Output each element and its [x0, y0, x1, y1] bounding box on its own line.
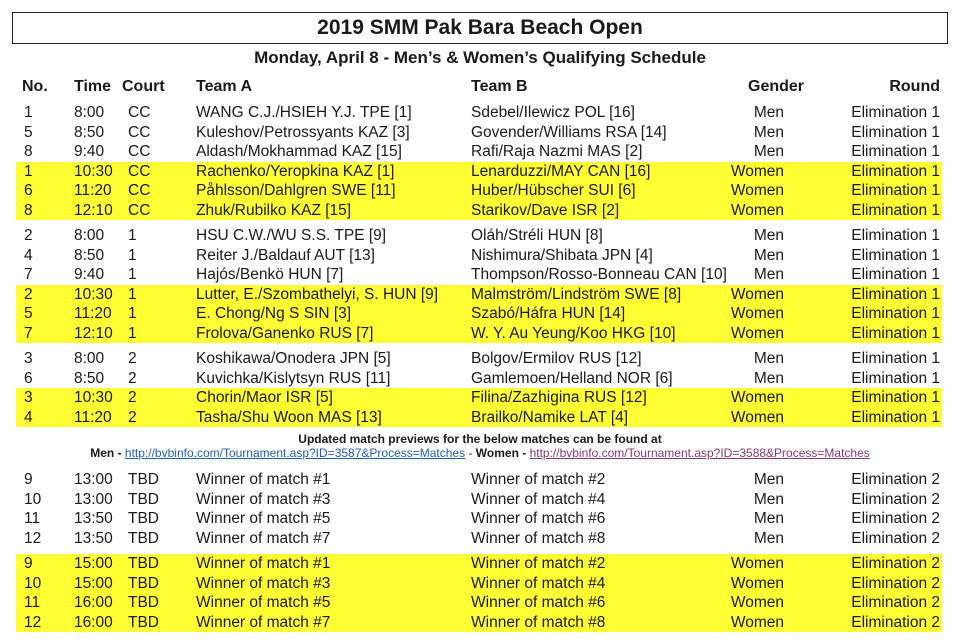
cell-time: 11:20 — [74, 305, 112, 322]
cell-teamb: Malmström/Lindström SWE [8] — [471, 285, 682, 303]
cell-court: TBD — [128, 490, 159, 508]
cell-round: Elimination 1 — [851, 305, 940, 322]
cell-court: CC — [128, 123, 151, 141]
cell-round: Elimination 1 — [851, 162, 940, 180]
table-row — [16, 470, 942, 490]
cell-no: 2 — [24, 227, 33, 244]
cell-round: Elimination 1 — [851, 201, 940, 219]
cell-time: 16:00 — [74, 613, 113, 631]
cell-time: 12:10 — [74, 324, 113, 342]
cell-round: Elimination 1 — [851, 266, 940, 283]
cell-teamb: Winner of match #4 — [471, 490, 606, 508]
table-row — [16, 142, 942, 162]
cell-time: 11:20 — [74, 408, 112, 426]
cell-time: 15:00 — [74, 555, 113, 572]
cell-gender: Men — [753, 490, 784, 508]
cell-no: 3 — [24, 389, 33, 406]
cell-teamb: Winner of match #8 — [471, 529, 606, 547]
cell-round: Elimination 2 — [851, 555, 940, 572]
cell-round: Elimination 1 — [851, 369, 940, 387]
cell-time: 12:10 — [74, 201, 113, 219]
cell-round: Elimination 1 — [851, 408, 940, 426]
cell-round: Elimination 2 — [851, 574, 940, 592]
cell-teama: Winner of match #1 — [196, 471, 331, 488]
cell-round: Elimination 1 — [851, 350, 940, 367]
cell-gender: Men — [753, 246, 784, 264]
cell-court: 1 — [128, 305, 137, 322]
cell-teamb: Rafi/Raja Nazmi MAS [2] — [471, 143, 643, 160]
cell-teama: Koshikawa/Onodera JPN [5] — [196, 350, 391, 367]
cell-court: CC — [128, 182, 151, 199]
table-row — [16, 265, 942, 285]
cell-teama: Winner of match #7 — [196, 529, 331, 547]
table-row — [16, 509, 942, 529]
cell-court: TBD — [128, 574, 159, 592]
cell-gender: Men — [753, 104, 784, 121]
cell-no: 6 — [24, 369, 33, 387]
cell-teamb: Brailko/Namike LAT [4] — [471, 408, 629, 426]
cell-teama: Winner of match #3 — [196, 574, 331, 592]
header-team-a: Team A — [196, 78, 253, 95]
cell-time: 13:50 — [74, 529, 113, 547]
cell-no: 9 — [24, 471, 33, 488]
cell-gender: Men — [753, 123, 784, 141]
cell-round: Elimination 2 — [851, 490, 940, 508]
cell-teama: Påhlsson/Dahlgren SWE [11] — [196, 182, 396, 199]
cell-teama: Rachenko/Yeropkina KAZ [1] — [196, 162, 395, 180]
cell-teama: E. Chong/Ng S SIN [3] — [196, 305, 352, 322]
table-row — [16, 593, 942, 613]
cell-gender: Women — [730, 285, 784, 303]
header-gender: Gender — [748, 78, 805, 95]
cell-no: 3 — [24, 350, 33, 367]
previews-note: Updated match previews for the below matches can be found at — [298, 432, 662, 446]
header-time: Time — [74, 78, 112, 95]
cell-time: 16:00 — [74, 594, 113, 611]
cell-time: 8:50 — [74, 369, 105, 387]
cell-no: 11 — [24, 594, 41, 611]
table-row — [16, 349, 942, 369]
cell-gender: Women — [730, 324, 784, 342]
cell-teama: Winner of match #5 — [196, 510, 331, 527]
cell-gender: Men — [753, 266, 784, 283]
table-row — [16, 304, 942, 324]
cell-gender: Women — [730, 594, 784, 611]
cell-court: CC — [128, 201, 151, 219]
cell-no: 1 — [24, 104, 33, 121]
table-row — [16, 201, 942, 221]
cell-round: Elimination 2 — [851, 613, 940, 631]
women-matches-link[interactable]: http://bvbinfo.com/Tournament.asp?ID=3588&Process=Matches — [529, 446, 870, 460]
cell-teamb: Szabó/Háfra HUN [14] — [471, 305, 626, 322]
cell-teamb: Thompson/Rosso-Bonneau CAN [10] — [471, 266, 727, 283]
cell-time: 11:20 — [74, 182, 112, 199]
cell-time: 8:00 — [74, 350, 105, 367]
cell-teama: Lutter, E./Szombathelyi, S. HUN [9] — [196, 285, 439, 303]
cell-no: 8 — [24, 201, 33, 219]
cell-teamb: Govender/Williams RSA [14] — [471, 123, 667, 141]
cell-court: 2 — [128, 350, 137, 367]
cell-teama: Frolova/Ganenko RUS [7] — [196, 324, 374, 342]
table-row — [16, 246, 942, 266]
cell-time: 8:00 — [74, 227, 105, 244]
cell-court: 2 — [128, 389, 137, 406]
cell-court: CC — [128, 143, 151, 160]
cell-no: 9 — [24, 555, 33, 572]
cell-court: TBD — [128, 555, 159, 572]
cell-no: 5 — [24, 123, 33, 141]
table-row — [16, 574, 942, 594]
cell-round: Elimination 1 — [851, 324, 940, 342]
table-row — [16, 181, 942, 201]
cell-teama: Winner of match #5 — [196, 594, 331, 611]
cell-gender: Men — [753, 227, 784, 244]
cell-gender: Men — [753, 529, 784, 547]
cell-no: 12 — [24, 613, 42, 631]
header-court: Court — [122, 78, 165, 95]
cell-court: CC — [128, 162, 151, 180]
cell-court: 1 — [128, 285, 137, 303]
cell-no: 7 — [24, 324, 33, 342]
cell-teamb: Winner of match #6 — [471, 510, 606, 527]
cell-teama: Zhuk/Rubilko KAZ [15] — [196, 201, 352, 219]
cell-court: TBD — [128, 510, 159, 527]
cell-teamb: Winner of match #2 — [471, 555, 606, 572]
cell-gender: Men — [753, 471, 784, 488]
cell-teamb: Winner of match #2 — [471, 471, 606, 488]
cell-round: Elimination 1 — [851, 227, 940, 244]
cell-court: 1 — [128, 324, 137, 342]
cell-teamb: Winner of match #8 — [471, 613, 606, 631]
cell-court: 1 — [128, 227, 137, 244]
cell-no: 2 — [24, 285, 33, 303]
cell-time: 15:00 — [74, 574, 113, 592]
cell-teamb: Lenarduzzi/MAY CAN [16] — [471, 162, 651, 180]
table-row — [16, 369, 942, 389]
cell-time: 9:40 — [74, 143, 105, 160]
cell-time: 8:50 — [74, 246, 105, 264]
cell-teama: Kuvichka/Kislytsyn RUS [11] — [196, 369, 391, 387]
cell-round: Elimination 2 — [851, 529, 940, 547]
cell-time: 8:50 — [74, 123, 105, 141]
men-matches-link[interactable]: http://bvbinfo.com/Tournament.asp?ID=3587&Process=Matches — [124, 446, 466, 460]
cell-court: 2 — [128, 369, 137, 387]
table-row — [16, 408, 942, 428]
link-separator: - — [465, 446, 476, 460]
schedule-subtitle: Monday, April 8 - Men’s & Women’s Qualifying Schedule — [254, 48, 706, 67]
header-team-b: Team B — [471, 78, 528, 95]
cell-no: 5 — [24, 305, 33, 322]
cell-no: 11 — [24, 510, 41, 527]
cell-gender: Men — [753, 143, 784, 160]
cell-gender: Women — [730, 574, 784, 592]
cell-time: 13:00 — [74, 471, 113, 488]
cell-round: Elimination 2 — [851, 510, 940, 527]
preview-links — [0, 446, 960, 460]
cell-time: 9:40 — [74, 266, 105, 283]
cell-teama: Winner of match #3 — [196, 490, 331, 508]
cell-time: 13:50 — [74, 510, 113, 527]
cell-teama: Kuleshov/Petrossyants KAZ [3] — [196, 123, 410, 141]
cell-round: Elimination 1 — [851, 104, 940, 121]
cell-time: 10:30 — [74, 285, 113, 303]
cell-teama: Chorin/Maor ISR [5] — [196, 389, 333, 406]
cell-court: 1 — [128, 266, 137, 283]
cell-round: Elimination 1 — [851, 182, 940, 199]
cell-teama: Tasha/Shu Woon MAS [13] — [196, 408, 382, 426]
cell-teama: Aldash/Mokhammad KAZ [15] — [196, 143, 402, 160]
cell-teamb: Winner of match #6 — [471, 594, 606, 611]
cell-court: TBD — [128, 471, 159, 488]
header-round: Round — [889, 78, 940, 95]
cell-teamb: Oláh/Stréli HUN [8] — [471, 227, 603, 244]
cell-court: TBD — [128, 594, 159, 611]
table-row — [16, 554, 942, 574]
cell-time: 10:30 — [74, 389, 113, 406]
cell-teamb: Gamlemoen/Helland NOR [6] — [471, 369, 673, 387]
cell-round: Elimination 1 — [851, 285, 940, 303]
cell-court: TBD — [128, 529, 159, 547]
cell-teamb: Huber/Hübscher SUI [6] — [471, 182, 636, 199]
header-no: No. — [22, 78, 48, 95]
cell-gender: Women — [730, 613, 784, 631]
table-row — [16, 285, 942, 305]
table-row — [16, 103, 942, 123]
cell-teama: Winner of match #1 — [196, 555, 331, 572]
cell-round: Elimination 2 — [851, 471, 940, 488]
table-row — [16, 162, 942, 182]
cell-court: 2 — [128, 408, 137, 426]
cell-gender: Women — [730, 201, 784, 219]
cell-gender: Men — [753, 510, 784, 527]
page-title: 2019 SMM Pak Bara Beach Open — [12, 12, 948, 44]
table-row — [16, 226, 942, 246]
cell-round: Elimination 2 — [851, 594, 940, 611]
cell-teama: WANG C.J./HSIEH Y.J. TPE [1] — [196, 104, 412, 121]
cell-gender: Women — [730, 182, 784, 199]
cell-teama: Reiter J./Baldauf AUT [13] — [196, 246, 375, 264]
women-link-label: Women - — [475, 446, 530, 460]
cell-teamb: Winner of match #4 — [471, 574, 606, 592]
cell-no: 8 — [24, 143, 33, 160]
cell-gender: Women — [730, 408, 784, 426]
cell-time: 13:00 — [74, 490, 113, 508]
cell-gender: Men — [753, 350, 784, 367]
cell-time: 8:00 — [74, 104, 105, 121]
cell-gender: Men — [753, 369, 784, 387]
cell-no: 7 — [24, 266, 33, 283]
cell-teamb: W. Y. Au Yeung/Koo HKG [10] — [471, 324, 676, 342]
cell-teama: Hajós/Benkö HUN [7] — [196, 266, 344, 283]
men-link-label: Men - — [90, 446, 125, 460]
cell-no: 1 — [24, 162, 33, 180]
cell-no: 10 — [24, 574, 42, 592]
cell-gender: Women — [730, 555, 784, 572]
cell-teamb: Starikov/Dave ISR [2] — [471, 201, 620, 219]
cell-no: 6 — [24, 182, 33, 199]
cell-time: 10:30 — [74, 162, 113, 180]
table-row — [16, 490, 942, 510]
cell-teama: Winner of match #7 — [196, 613, 331, 631]
cell-no: 12 — [24, 529, 42, 547]
cell-gender: Women — [730, 162, 784, 180]
cell-teamb: Bolgov/Ermilov RUS [12] — [471, 350, 642, 367]
cell-teama: HSU C.W./WU S.S. TPE [9] — [196, 227, 387, 244]
table-row — [16, 613, 942, 633]
cell-round: Elimination 1 — [851, 389, 940, 406]
cell-round: Elimination 1 — [851, 246, 940, 264]
cell-gender: Women — [730, 305, 784, 322]
table-row — [16, 123, 942, 143]
cell-no: 10 — [24, 490, 42, 508]
cell-teamb: Filina/Zazhigina RUS [12] — [471, 389, 647, 406]
cell-court: CC — [128, 104, 151, 121]
cell-no: 4 — [24, 408, 33, 426]
cell-court: TBD — [128, 613, 159, 631]
table-row — [16, 324, 942, 344]
cell-teamb: Nishimura/Shibata JPN [4] — [471, 246, 653, 264]
table-row — [16, 388, 942, 408]
cell-round: Elimination 1 — [851, 143, 940, 160]
table-row — [16, 529, 942, 549]
cell-court: 1 — [128, 246, 137, 264]
cell-no: 4 — [24, 246, 33, 264]
cell-round: Elimination 1 — [851, 123, 940, 141]
cell-teamb: Sdebel/Ilewicz POL [16] — [471, 104, 635, 121]
cell-gender: Women — [730, 389, 784, 406]
